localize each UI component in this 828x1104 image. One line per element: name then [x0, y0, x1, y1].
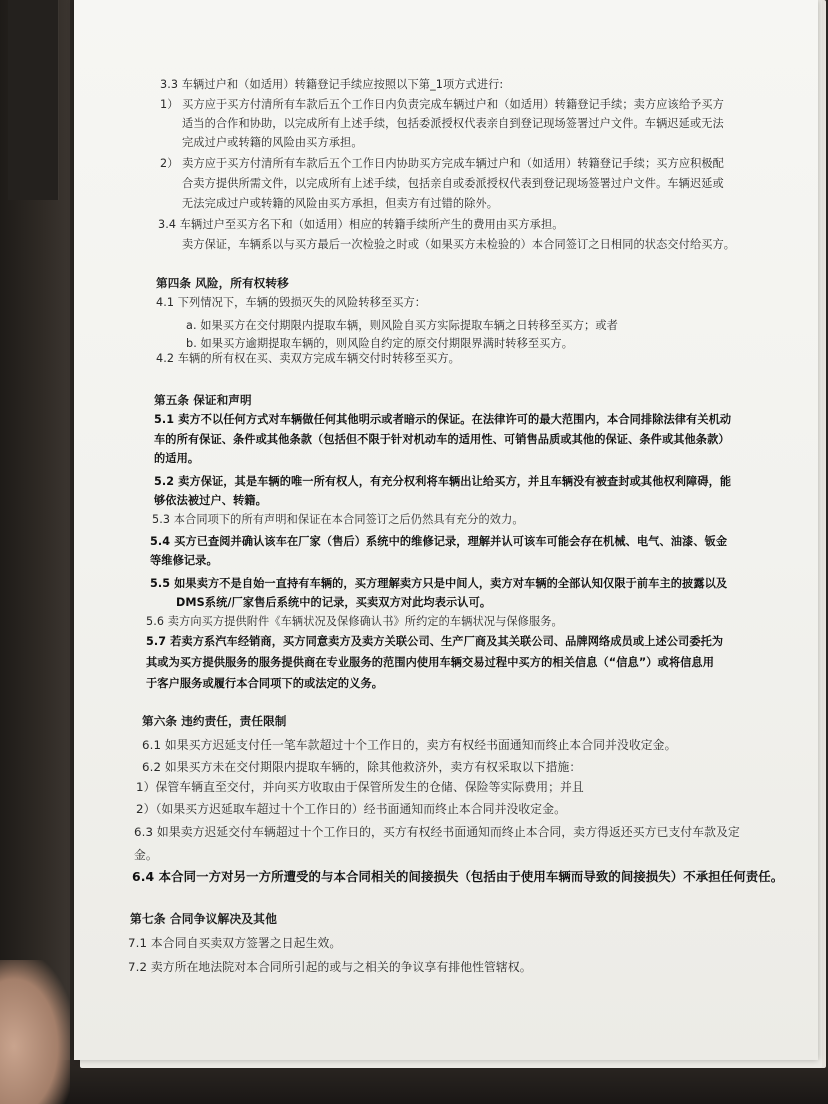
clause-6-2-item2: 2）（如果买方迟延取车超过十个工作日的）经书面通知而终止本合同并没收定金。 — [136, 802, 566, 816]
clause-5-5-line1: 5.5 如果卖方不是自始一直持有车辆的，买方理解卖方只是中间人，卖方对车辆的全部认知仅限于前车主的披露以及 — [150, 577, 728, 590]
clause-7-1: 7.1 本合同自买卖双方签署之日起生效。 — [128, 936, 342, 950]
article-7-heading: 第七条 合同争议解决及其他 — [130, 912, 277, 926]
clause-5-1-line1: 5.1 卖方不以任何方式对车辆做任何其他明示或者暗示的保证。在法律许可的最大范围内，本合同排除法律有关机动 — [154, 413, 732, 426]
clause-3-3-item1-line2: 适当的合作和协助，以完成所有上述手续，包括委派授权代表亲自到登记现场签署过户文件。车辆迟延或无法 — [182, 117, 724, 130]
article-4-heading: 第四条 风险，所有权转移 — [156, 276, 289, 290]
clause-5-3: 5.3 本合同项下的所有声明和保证在本合同签订之后仍然具有充分的效力。 — [152, 513, 524, 526]
clause-6-2: 6.2 如果买方未在交付期限内提取车辆的，除其他救济外，卖方有权采取以下措施： — [142, 760, 582, 774]
clause-5-7-line1: 5.7 若卖方系汽车经销商，买方同意卖方及卖方关联公司、生产厂商及其关联公司、品牌网络成员或上述公司委托为 — [146, 635, 724, 648]
clause-6-4: 6.4 本合同一方对另一方所遭受的与本合同相关的间接损失（包括由于使用车辆而导致的间接损失）不承担任何责任。 — [132, 869, 784, 884]
article-6-heading: 第六条 违约责任，责任限制 — [142, 714, 287, 728]
clause-6-2-item1: 1）保管车辆直至交付，并向买方收取由于保管所发生的仓储、保险等实际费用；并且 — [136, 780, 584, 794]
background-object — [8, 0, 59, 200]
clause-5-7-line3: 于客户服务或履行本合同项下的或法定的义务。 — [146, 677, 384, 690]
hand-holding-page — [0, 960, 70, 1104]
clause-5-1-line3: 的适用。 — [154, 452, 200, 465]
clause-5-7-line2: 其或为买方提供服务的服务提供商在专业服务的范围内使用车辆交易过程中买方的相关信息（“信息”）或将信息用 — [146, 656, 714, 669]
clause-6-3-line2: 金。 — [134, 848, 158, 862]
clause-3-3-item2-line3: 无法完成过户或转籍的风险由买方承担，但卖方有过错的除外。 — [182, 197, 499, 210]
clause-3-3-heading: 3.3 车辆过户和（如适用）转籍登记手续应按照以下第_1项方式进行: — [160, 78, 504, 91]
clause-5-6: 5.6 卖方向买方提供附件《车辆状况及保修确认书》所约定的车辆状况与保修服务。 — [146, 615, 563, 628]
clause-3-3-item1-line1: 1） 买方应于买方付清所有车款后五个工作日内负责完成车辆过户和（如适用）转籍登记手续；卖方应该给予买方 — [160, 98, 724, 111]
clause-3-4: 3.4 车辆过户至买方名下和（如适用）相应的转籍手续所产生的费用由买方承担。 — [158, 218, 564, 231]
clause-3-3-item2-line2: 合卖方提供所需文件，以完成所有上述手续，包括亲自或委派授权代表到登记现场签署过户文件。车辆迟延或 — [182, 177, 724, 190]
clause-6-1: 6.1 如果买方迟延支付任一笔车款超过十个工作日的，卖方有权经书面通知而终止本合同并没收定金。 — [142, 738, 677, 752]
clause-6-3-line1: 6.3 如果卖方迟延交付车辆超过十个工作日的，买方有权经书面通知而终止本合同，卖方得返还买方已支付车款及定 — [134, 825, 740, 839]
clause-5-4-line1: 5.4 买方已查阅并确认该车在厂家（售后）系统中的维修记录，理解并认可该车可能会存在机械、电气、油漆、钣金 — [150, 535, 728, 548]
clause-3-3-item1-line3: 完成过户或转籍的风险由买方承担。 — [182, 136, 363, 149]
clause-5-5-line2: DMS系统/厂家售后系统中的记录，买卖双方对此均表示认可。 — [176, 596, 492, 609]
clause-4-2: 4.2 车辆的所有权在买、卖双方完成车辆交付时转移至买方。 — [156, 352, 460, 365]
clause-5-2-line1: 5.2 卖方保证，其是车辆的唯一所有权人，有充分权利将车辆出让给买方，并且车辆没有被查封或其他权利障碍，能 — [154, 475, 732, 488]
contract-page — [74, 0, 818, 1060]
clause-5-4-line2: 等维修记录。 — [150, 554, 218, 567]
clause-5-2-line2: 够依法被过户、转籍。 — [154, 494, 267, 507]
clause-3-3-item2-line1: 2） 卖方应于买方付清所有车款后五个工作日内协助买方完成车辆过户和（如适用）转籍登记手续；买方应积极配 — [160, 157, 724, 170]
article-5-heading: 第五条 保证和声明 — [154, 393, 252, 407]
clause-4-1: 4.1 下列情况下，车辆的毁损灭失的风险转移至买方： — [156, 296, 427, 309]
clause-3-4-warranty: 卖方保证，车辆系以与买方最后一次检验之时或（如果买方未检验的）本合同签订之日相同的状态交付给买方。 — [182, 238, 736, 251]
clause-7-2: 7.2 卖方所在地法院对本合同所引起的或与之相关的争议享有排他性管辖权。 — [128, 960, 532, 974]
clause-5-1-line2: 车的所有保证、条件或其他条款（包括但不限于针对机动车的适用性、可销售品质或其他的保证、条件或其他条款） — [154, 433, 730, 446]
clause-4-1-b: b. 如果买方逾期提取车辆的，则风险自约定的原交付期限界满时转移至买方。 — [186, 337, 574, 350]
clause-4-1-a: a. 如果买方在交付期限内提取车辆，则风险自买方实际提取车辆之日转移至买方；或者 — [186, 319, 618, 332]
